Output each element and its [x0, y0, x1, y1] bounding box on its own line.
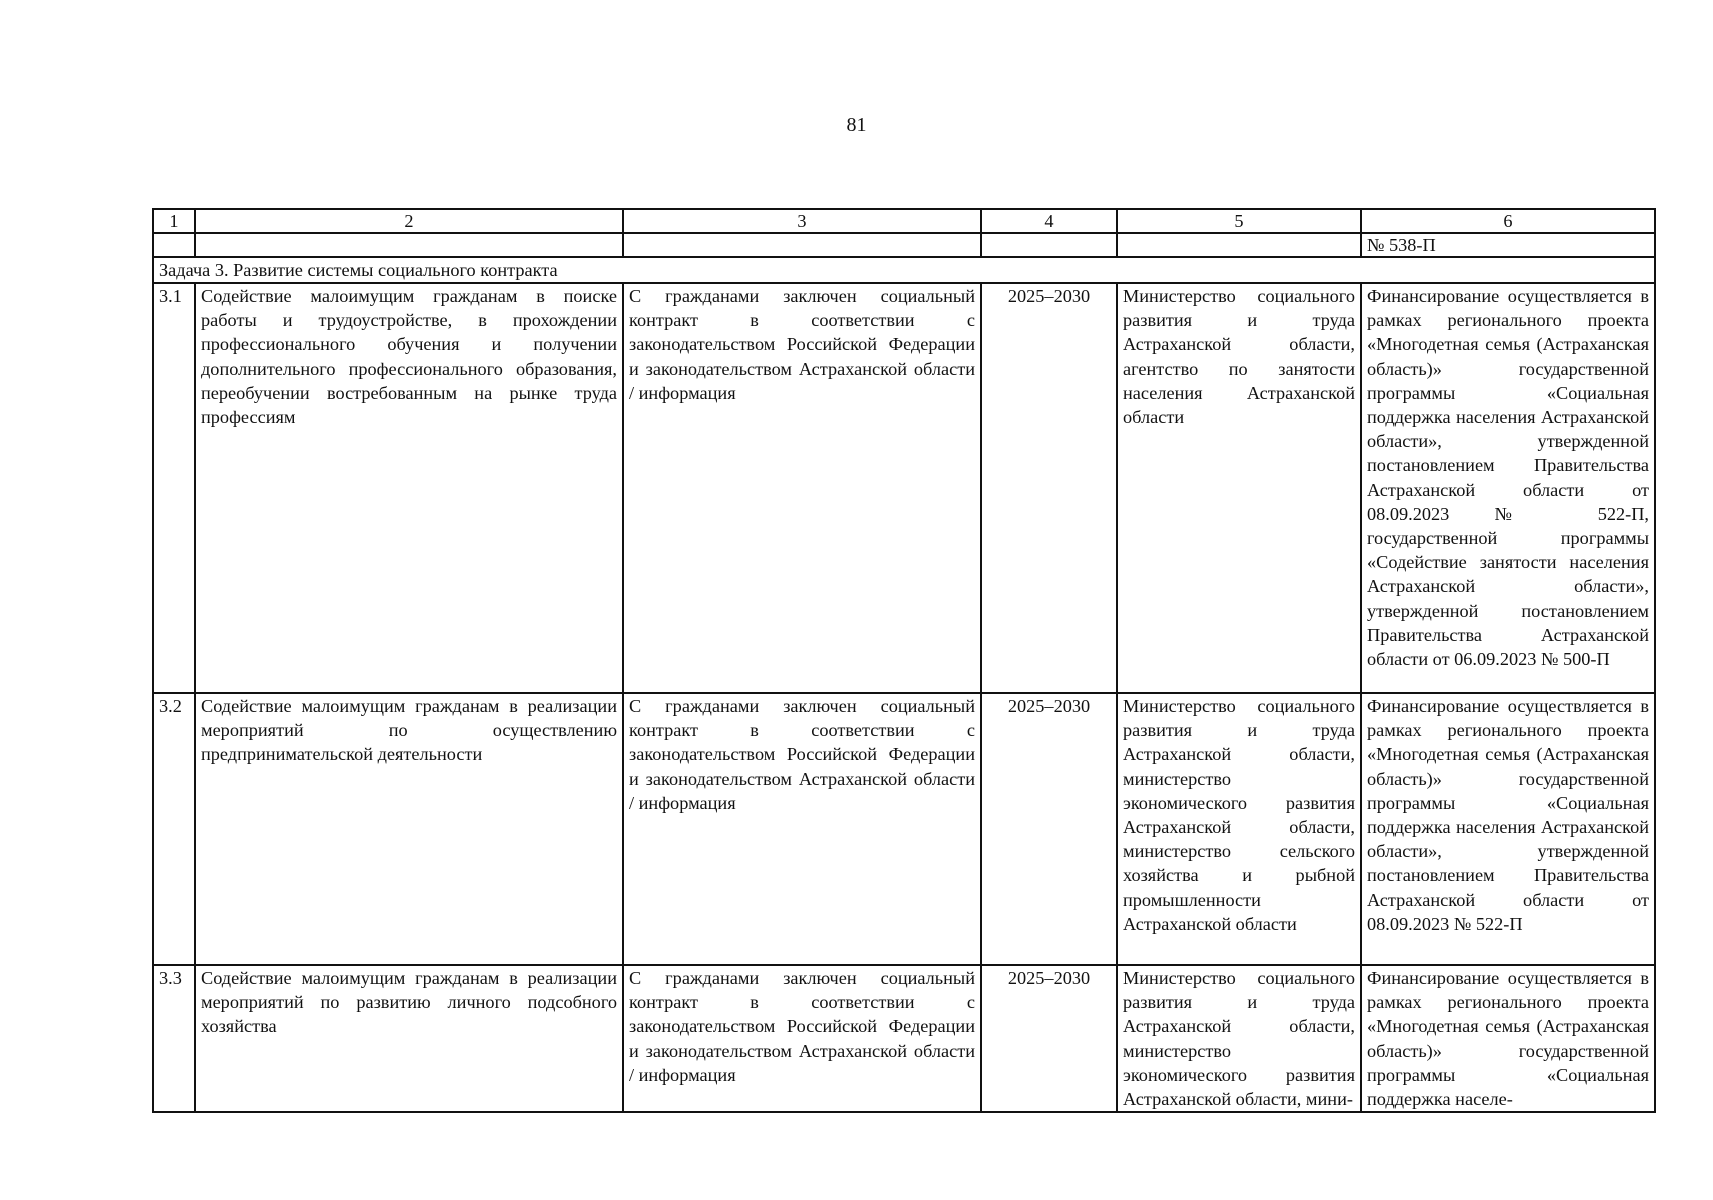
table-row	[153, 965, 1655, 1112]
executor-cell: Министерство социального развития и труда Астраханской области, министерство экономического развития Астраханской области, мини-	[1117, 965, 1361, 1112]
measure-cell: Содействие малоимущим гражданам в поиске работы и трудоустройстве, в прохождении профессионального обучения и получении дополнительного профессионального образования, переобучении востребованным на рынке труда профессиям	[195, 283, 623, 693]
table-row	[153, 693, 1655, 965]
period-cell: 2025–2030	[981, 283, 1117, 693]
page-number: 81	[846, 114, 867, 136]
measure-cell: Содействие малоимущим гражданам в реализации мероприятий по развитию личного подсобного хозяйства	[195, 965, 623, 1112]
continuation-cell-1	[153, 233, 195, 257]
measures-table	[152, 208, 1656, 1113]
column-header-1: 1	[153, 209, 195, 233]
continuation-cell-6: № 538-П	[1361, 233, 1655, 257]
column-header-3: 3	[623, 209, 981, 233]
financing-cell: Финансирование осуществляется в рамках регионального проекта «Многодетная семья (Астраханская область)» государственной программы «Социальная поддержка населения Астраханской области», утвержденной постановлением Правительства Астраханской области от 08.09.2023 № 522-П	[1361, 693, 1655, 965]
task-row	[153, 257, 1655, 283]
measure-cell: Содействие малоимущим гражданам в реализации мероприятий по осуществлению предпринимательской деятельности	[195, 693, 623, 965]
executor-cell: Министерство социального развития и труда Астраханской области, агентство по занятости населения Астраханской области	[1117, 283, 1361, 693]
row-number: 3.1	[153, 283, 195, 693]
continuation-cell-3	[623, 233, 981, 257]
period-cell: 2025–2030	[981, 693, 1117, 965]
row-number: 3.2	[153, 693, 195, 965]
continuation-cell-5	[1117, 233, 1361, 257]
executor-cell: Министерство социального развития и труда Астраханской области, министерство экономического развития Астраханской области, министерство сельского хозяйства и рыбной промышленности Астраханской области	[1117, 693, 1361, 965]
column-header-5: 5	[1117, 209, 1361, 233]
financing-cell: Финансирование осуществляется в рамках регионального проекта «Многодетная семья (Астраханская область)» государственной программы «Социальная поддержка населе-	[1361, 965, 1655, 1112]
financing-cell: Финансирование осуществляется в рамках регионального проекта «Многодетная семья (Астраханская область)» государственной программы «Социальная поддержка населения Астраханской области», утвержденной постановлением Правительства Астраханской области от 08.09.2023 № 522-П, государственной программы «Содействие занятости населения Астраханской области», утвержденной постановлением Правительства Астраханской области от 06.09.2023 № 500-П	[1361, 283, 1655, 693]
column-header-4: 4	[981, 209, 1117, 233]
column-header-2: 2	[195, 209, 623, 233]
result-cell: С гражданами заключен социальный контракт в соответствии с законодательством Российской Федерации и законодательством Астраханской области / информация	[623, 283, 981, 693]
column-header-6: 6	[1361, 209, 1655, 233]
row-number: 3.3	[153, 965, 195, 1112]
result-cell: С гражданами заключен социальный контракт в соответствии с законодательством Российской Федерации и законодательством Астраханской области / информация	[623, 965, 981, 1112]
continuation-row	[153, 233, 1655, 257]
period-cell: 2025–2030	[981, 965, 1117, 1112]
column-number-row	[153, 209, 1655, 233]
continuation-cell-4	[981, 233, 1117, 257]
continuation-cell-2	[195, 233, 623, 257]
result-cell: С гражданами заключен социальный контракт в соответствии с законодательством Российской Федерации и законодательством Астраханской области / информация	[623, 693, 981, 965]
task-heading: Задача 3. Развитие системы социального контракта	[153, 257, 1655, 283]
table-row	[153, 283, 1655, 693]
